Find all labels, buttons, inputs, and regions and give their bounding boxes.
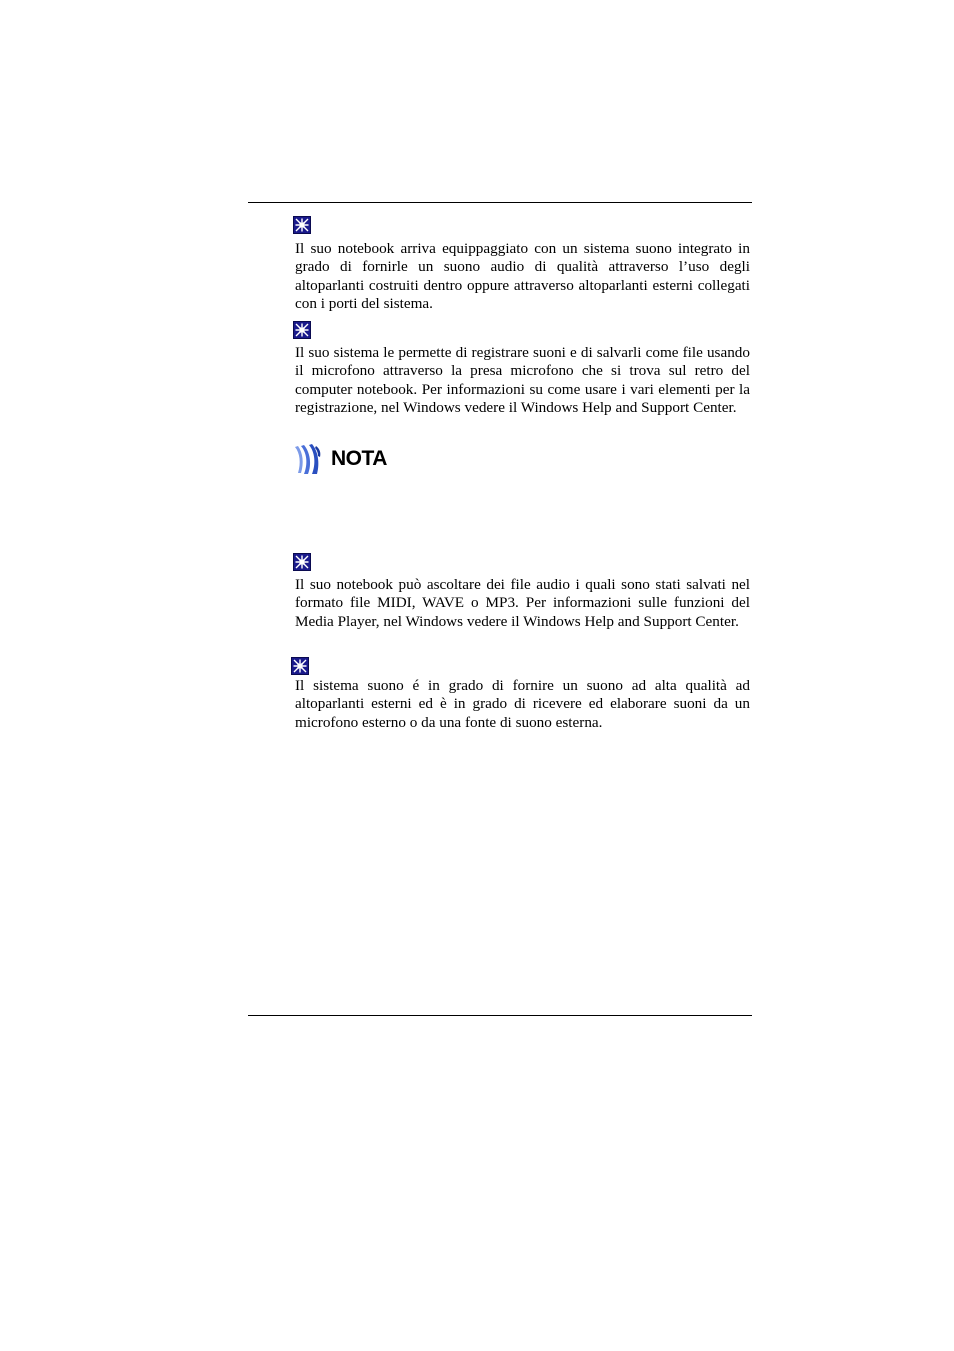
paragraph-playback: Il suo notebook può ascoltare dei file audio i quali sono stati salvati nel formato file MIDI, WAVE o MP3. Per informazioni sulle funzioni del Media Player, nel Windows vedere il Windows Help and Support Center. — [295, 576, 750, 630]
section-bullet-icon — [293, 553, 311, 571]
paragraph-external-audio: Il sistema suono é in grado di fornire un suono ad alta qualità ad altoparlanti esterni ed è in grado di ricevere ed elaborare suoni da un microfono esterno o da una fonte di suono esterna. — [295, 677, 750, 731]
header-rule — [248, 202, 752, 203]
paragraph-audio-intro: Il suo notebook arriva equippaggiato con un sistema suono integrato in grado di fornirle un suono audio di qualità attraverso l’uso degli altoparlanti costruiti dentro oppure attraverso altoparlanti esterni collegati con i porti del sistema. — [295, 240, 750, 313]
section-bullet-icon — [293, 321, 311, 339]
note-label: NOTA — [331, 447, 387, 470]
section-bullet-icon — [293, 216, 311, 234]
note-heading — [292, 443, 387, 475]
footer-rule — [248, 1015, 752, 1016]
paragraph-recording: Il suo sistema le permette di registrare suoni e di salvarli come file usando il microfono attraverso la presa microfono che si trova sul retro del computer notebook. Per informazioni su come usare i vari elementi per la registrazione, nel Windows vedere il Windows Help and Support Center. — [295, 344, 750, 417]
section-bullet-icon — [291, 657, 309, 675]
note-wave-icon — [292, 443, 322, 475]
